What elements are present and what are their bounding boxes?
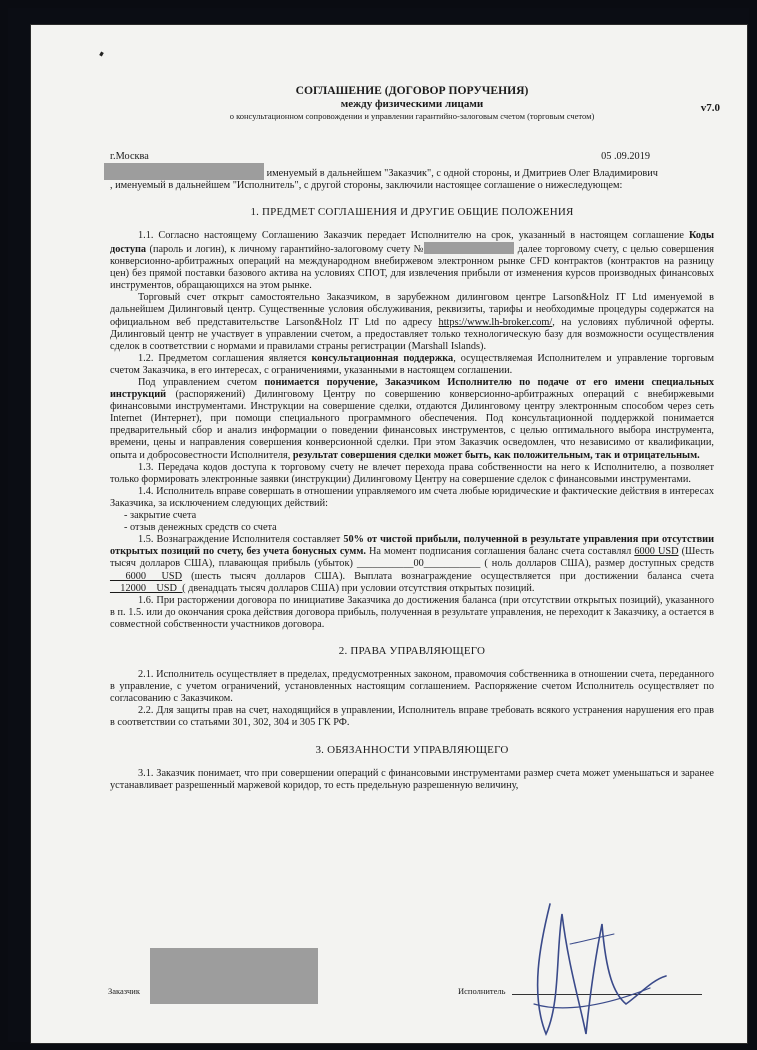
excluded-actions-list (110, 510, 714, 534)
paragraph-1-1: 1.1. Согласно настоящему Соглашению Заказчик передает Исполнителю на срок, указанный в настоящем соглашение Коды доступа (пароль и логин), к личному гарантийно-залоговому счету № далее торговому счету, с целью совершения конверсионно-арбитражных операций на международном внебиржевом электронном рынке CFD контрактов (контрактов на разницу цен) без прямой поставки базового актива на условиях СПОТ, для извлечения прибыли от изменения курсов производных финансовых инструментов, обращающихся на этом рынке. (110, 229, 715, 292)
city-date-line (110, 151, 714, 163)
paragraph-2-1: 2.1. Исполнитель осуществляет в пределах, предусмотренных законом, правомочия собственника в отношении счета, переданного в управление, с учетом ограничений, установленных настоящим соглашением. Распоряжение счетом Исполнитель осуществляет по согласованию с Заказчиком. (110, 669, 714, 705)
paragraph-1-3: 1.3. Передача кодов доступа к торговому счету не влечет перехода права собственности на него к Исполнителю, а позволяет только формировать электронные заявки (инструкции) Дилинговому Центру на совершение сделок с финансовыми инструментами. (110, 461, 714, 485)
intro-paragraph: именуемый в дальнейшем "Заказчик", с одной стороны, и Дмитриев Олег Владимирович , именуемый в дальнейшем "Исполнитель", с другой стороны, заключили настоящее соглашение о нижеследующем: (110, 163, 714, 192)
list-item: - закрытие счета (124, 510, 197, 522)
broker-link: https://www.lh-broker.com/ (438, 316, 553, 328)
document-body (110, 84, 720, 792)
paragraph-3-1: 3.1. Заказчик понимает, что при совершении операций с финансовыми инструментами размер счета может уменьшаться и заранее устанавливает разрешенный маржевой коридор, то есть предельную разрешенную величину, (110, 767, 714, 791)
section-1-title: 1. ПРЕДМЕТ СОГЛАШЕНИЯ И ДРУГИЕ ОБЩИЕ ПОЛОЖЕНИЯ (250, 205, 574, 218)
paragraph-1-6: 1.6. При расторжении договора по инициативе Заказчика до достижения баланса (при отсутствии открытых позиций), указанного в п. 1.5. или до окончания срока действия договора прибыль, полученная в результате управления, не переходит к Заказчику, а остается в совместной собственности участников договора. (110, 594, 714, 630)
handwritten-signature (430, 884, 670, 1044)
document-subtitle: между физическими лицами (340, 97, 484, 110)
paragraph-1-2: 1.2. Предметом соглашения является консультационная поддержка, осуществляемая Исполнителем и управление торговым счетом Заказчика, в его интересах, с ограничениями, указанными в настоящем соглашении. (110, 352, 714, 376)
redacted-customer-signature (150, 948, 318, 1004)
date: 05 .09.2019 (601, 150, 650, 162)
document-title: СОГЛАШЕНИЕ (ДОГОВОР ПОРУЧЕНИЯ) (295, 84, 529, 97)
paragraph-trade-account: Торговый счет открыт самостоятельно Заказчиком, в зарубежном дилинговом центре Larson&Holz IT Ltd именуемой в дальнейшем Дилинговый центр. Существенные условия обслуживания, реквизиты, тарифы и необходимые процедуры содержатся на официальном веб представительстве Larson&Holz IT Ltd по адресу https://www.lh-broker.com/, на условиях публичной оферты. Дилинговый центр не участвует в управлении счетом, а предоставляет только технологическую базу для возможности осуществления сделок в соответствии с нормами и правилами страны регистрации (Marshall Islands). (110, 292, 714, 352)
paragraph-management: Под управлением счетом понимается поручение, Заказчиком Исполнителю по подаче от его имени специальных инструкций (распоряжений) Дилинговому Центру по совершению конверсионно-арбитражных операций с внебиржевыми финансовыми инструментами. Инструкции на совершение сделки, отдаются Дилинговому центру электронным способом через сеть Internet (Интернет), при помощи специального программного обеспечения. Под консультационной поддержкой понимается предварительный сбор и анализ информации о поведении финансовых инструментов, с целью оптимального выбора инструмента, времени, цены и направления совершения конверсионной сделки. При этом Заказчик осведомлен, что независимо от квалификации, опыта и добросовестности Исполнителя, результат совершения сделки может быть, как положительным, так и отрицательным. (110, 377, 715, 461)
version-label: v7.0 (700, 102, 720, 114)
document-note: о консультационном сопровождении и управлении гарантийно-залоговым счетом (торговым счетом) (229, 110, 595, 121)
redacted-account-number (424, 242, 514, 254)
ink-mark (99, 52, 104, 57)
list-item: - отзыв денежных средств со счета (124, 522, 277, 534)
redacted-customer-name (104, 163, 264, 180)
customer-signature-label: Заказчик (108, 986, 140, 996)
city: г.Москва (110, 150, 149, 162)
paragraph-1-5: 1.5. Вознаграждение Исполнителя составляет 50% от чистой прибыли, полученной в результате управления при отсутствии открытых позиций по счету, без учета бонусных сумм. На момент подписания соглашения баланс счета составлял 6000 USD (Шесть тысяч долларов США), плавающая прибыль (убыток) ___________00___________ ( ноль долларов США), размер доступных средств ___6000___USD (шесть тысяч долларов США). Выплата вознаграждение осуществляется при достижении баланса счета __12000__USD_( двенадцать тысяч долларов США) при условии отсутствия открытых позиций. (110, 534, 715, 594)
section-2-title: 2. ПРАВА УПРАВЛЯЮЩЕГО (338, 644, 486, 657)
document-page (30, 24, 748, 1044)
executor-signature-label: Исполнитель (458, 986, 506, 996)
paragraph-2-2: 2.2. Для защиты прав на счет, находящийся в управлении, Исполнитель вправе требовать всякого устранения нарушения его прав в соответствии со статьями 301, 302, 304 и 305 ГК РФ. (110, 705, 714, 729)
paragraph-1-4: 1.4. Исполнитель вправе совершать в отношении управляемого им счета любые юридические и фактические действия в интересах Заказчика, за исключением следующих действий: (110, 485, 714, 509)
section-3-title: 3. ОБЯЗАННОСТИ УПРАВЛЯЮЩЕГО (315, 743, 509, 756)
